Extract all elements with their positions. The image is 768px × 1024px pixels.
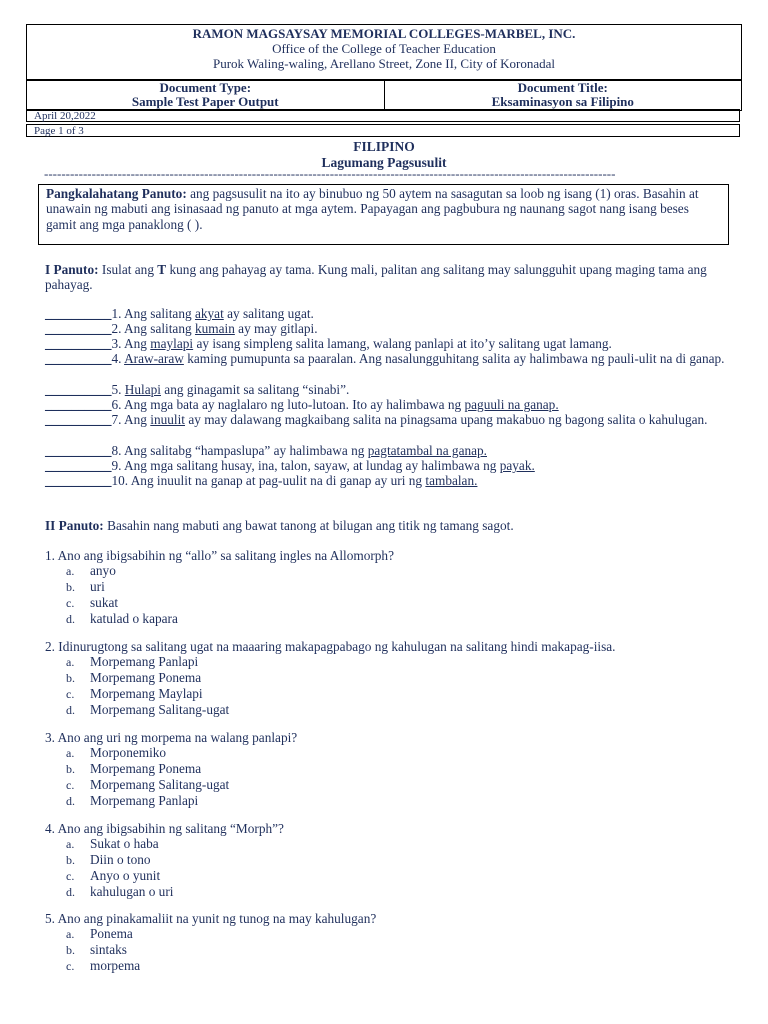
item-text-post: ay salitang ugat. (223, 306, 314, 321)
page-number-row: Page 1 of 3 (26, 124, 740, 137)
school-address: Purok Waling-waling, Arellano Street, Zone II, City of Koronadal (212, 56, 556, 71)
document-title-value: Eksaminasyon sa Filipino (491, 94, 634, 109)
option-letter: c. (66, 869, 75, 884)
option-text: morpema (90, 958, 141, 974)
answer-blank: __________ (45, 458, 112, 473)
underlined-word: Hulapi (124, 382, 161, 397)
office-name: Office of the College of Teacher Education (272, 41, 496, 56)
true-false-item (45, 382, 737, 397)
underlined-word: paguuli na ganap. (464, 397, 559, 412)
option-letter: b. (66, 943, 75, 958)
option-text: sintaks (90, 942, 127, 958)
option-text: Morpemang Salitang-ugat (90, 777, 230, 793)
question-text: 3. Ano ang uri ng morpema na walang panlapi? (45, 730, 298, 745)
dashed-separator: ------------------------------------------------------------------------------------------------------------------------------------ (44, 167, 616, 181)
part1-text-b: kung ang pahayag ay tama. Kung mali, palitan ang salitang may salungguhit upang maging tama ang pahayag. (45, 262, 707, 293)
item-text-pre: 2. Ang salitang (111, 321, 195, 336)
subject-title: FILIPINO (353, 139, 415, 154)
option-letter: a. (66, 837, 75, 851)
answer-option (66, 686, 229, 702)
item-text-pre: 6. Ang mga bata ay naglalaro ng luto-lutoan. Ito ay halimbawa ng (111, 397, 465, 412)
item-text-post: ang ginagamit sa salitang “sinabi”. (160, 382, 350, 397)
item-text-pre: 7. Ang (111, 412, 151, 427)
question-text: 2. Idinurugtong sa salitang ugat na maaaring makapagpabago ng kahulugan na salitang hindi makapag-iisa. (45, 639, 616, 654)
document-type-cell (27, 81, 385, 110)
document-type-value: Sample Test Paper Output (131, 94, 279, 109)
option-letter: c. (66, 596, 75, 611)
item-text-pre: 8. Ang salitabg “hampaslupa” ay halimbawa ng (111, 443, 368, 458)
answer-blank: __________ (45, 321, 112, 336)
option-text: katulad o kapara (90, 611, 178, 627)
answer-blank: __________ (45, 306, 112, 321)
answer-option (66, 926, 140, 942)
part2-text: Basahin nang mabuti ang bawat tanong at bilugan ang titik ng tamang sagot. (103, 518, 514, 533)
option-text: Anyo o yunit (90, 868, 161, 884)
option-text: Morpemang Panlapi (90, 793, 199, 809)
option-letter: a. (66, 746, 75, 760)
option-letter: b. (66, 580, 75, 595)
school-name: RAMON MAGSAYSAY MEMORIAL COLLEGES-MARBEL, INC. (192, 26, 576, 41)
true-false-item (45, 306, 737, 321)
item-text-post: ay may dalawang magkaibang salita na pinagsama upang makabuo ng bagong salita o kahulugan. (185, 412, 708, 427)
answer-option (66, 595, 178, 611)
option-letter: a. (66, 655, 75, 669)
option-text: sukat (90, 595, 119, 611)
answer-option (66, 852, 173, 868)
answer-options (66, 836, 173, 900)
option-letter: b. (66, 762, 75, 777)
option-text: Morpemang Maylapi (90, 686, 203, 702)
school-header (26, 24, 742, 80)
answer-options (66, 654, 229, 718)
date-row: April 20,2022 (26, 109, 740, 122)
answer-blank: __________ (45, 443, 112, 458)
underlined-word: tambalan. (425, 473, 478, 488)
part2-label: II Panuto: (45, 518, 104, 533)
general-instructions-label: Pangkalahatang Panuto: (46, 186, 187, 201)
question-text: 4. Ano ang ibigsabihin ng salitang “Morph”? (45, 821, 284, 836)
answer-option (66, 745, 229, 761)
answer-option (66, 958, 140, 974)
option-text: uri (90, 579, 105, 595)
option-text: Morpemang Panlapi (90, 654, 199, 669)
general-instructions-text: ang pagsusulit na ito ay binubuo ng 50 aytem na sasagutan sa loob ng isang (1) oras. Basahin at unawain ng mabuti ang isinasaad ng panuto at mga aytem. Papayagan ang pagbubura ng naunang sagot nang isang beses gamit ang mga panaklong ( ). (46, 186, 699, 232)
option-letter: c. (66, 778, 75, 793)
part1-text-a: Isulat ang (98, 262, 158, 277)
answer-option (66, 942, 140, 958)
item-text-pre: 5. (111, 382, 125, 397)
true-false-item (45, 397, 737, 412)
question-text: 5. Ano ang pinakamaliit na yunit ng tunog na may kahulugan? (45, 911, 377, 926)
underlined-word: akyat (194, 306, 224, 321)
true-false-item (45, 321, 737, 336)
option-text: Sukat o haba (90, 836, 159, 851)
item-text-post: kaming pumupunta sa paaralan. Ang nasalungguhitang salita ay halimbawa ng pauli-ulit na di ganap. (183, 351, 725, 366)
item-text-post: ay isang simpleng salita lamang, walang panlapi at ito’y salitang ugat lamang. (193, 336, 612, 351)
answer-blank: __________ (45, 397, 112, 412)
true-false-item (45, 473, 737, 488)
question-text: 1. Ano ang ibigsabihin ng “allo” sa salitang ingles na Allomorph? (45, 548, 394, 563)
option-letter: a. (66, 564, 75, 578)
answer-option (66, 868, 173, 884)
document-type-label: Document Type: (159, 80, 252, 95)
answer-option (66, 836, 173, 852)
option-text: anyo (90, 563, 116, 578)
answer-option (66, 563, 178, 579)
underlined-word: kumain (194, 321, 235, 336)
option-letter: d. (66, 703, 75, 718)
part1-instructions (45, 262, 735, 292)
answer-options (66, 563, 178, 627)
answer-blank: __________ (45, 336, 112, 351)
part2-instructions (45, 518, 735, 533)
answer-options (66, 926, 140, 974)
option-letter: d. (66, 794, 75, 809)
option-text: Morpemang Ponema (90, 761, 202, 777)
answer-option (66, 579, 178, 595)
option-text: Morponemiko (90, 745, 167, 760)
underlined-word: payak. (499, 458, 535, 473)
option-text: Morpemang Salitang-ugat (90, 702, 230, 718)
answer-blank: __________ (45, 412, 112, 427)
item-text-pre: 1. Ang salitang (111, 306, 195, 321)
option-letter: c. (66, 959, 75, 974)
general-instructions-box (38, 184, 729, 245)
true-false-item (45, 336, 737, 351)
item-text-post: ay may gitlapi. (234, 321, 318, 336)
option-letter: a. (66, 927, 75, 941)
underlined-word: pagtatambal na ganap. (367, 443, 487, 458)
item-text-pre: 4. (111, 351, 125, 366)
answer-option (66, 793, 229, 809)
answer-option (66, 761, 229, 777)
subject-subtitle: Lagumang Pagsusulit (321, 155, 447, 170)
answer-blank: __________ (45, 473, 112, 488)
document-info-table (26, 80, 742, 111)
part1-label: I Panuto: (45, 262, 99, 277)
option-letter: b. (66, 853, 75, 868)
part1-true-mark: T (157, 262, 167, 277)
option-text: kahulugan o uri (90, 884, 174, 900)
option-text: Morpemang Ponema (90, 670, 202, 686)
underlined-word: Araw-araw (124, 351, 184, 366)
true-false-item (45, 458, 737, 473)
underlined-word: maylapi (150, 336, 194, 351)
answer-blank: __________ (45, 382, 112, 397)
answer-option (66, 702, 229, 718)
option-letter: d. (66, 612, 75, 627)
document-title-cell (385, 81, 742, 110)
option-text: Ponema (90, 926, 133, 941)
answer-option (66, 611, 178, 627)
true-false-item (45, 412, 737, 427)
true-false-item (45, 443, 737, 458)
answer-option (66, 670, 229, 686)
answer-option (66, 654, 229, 670)
option-letter: c. (66, 687, 75, 702)
option-letter: b. (66, 671, 75, 686)
answer-option (66, 884, 173, 900)
true-false-item (45, 351, 737, 366)
document-title-label: Document Title: (517, 80, 608, 95)
option-letter: d. (66, 885, 75, 900)
answer-options (66, 745, 229, 809)
item-text-pre: 9. Ang mga salitang husay, ina, talon, sayaw, at lundag ay halimbawa ng (111, 458, 500, 473)
answer-option (66, 777, 229, 793)
underlined-word: inuulit (150, 412, 186, 427)
option-text: Diin o tono (90, 852, 151, 868)
answer-blank: __________ (45, 351, 112, 366)
item-text-pre: 3. Ang (111, 336, 151, 351)
item-text-pre: 10. Ang inuulit na ganap at pag-uulit na di ganap ay uri ng (111, 473, 426, 488)
